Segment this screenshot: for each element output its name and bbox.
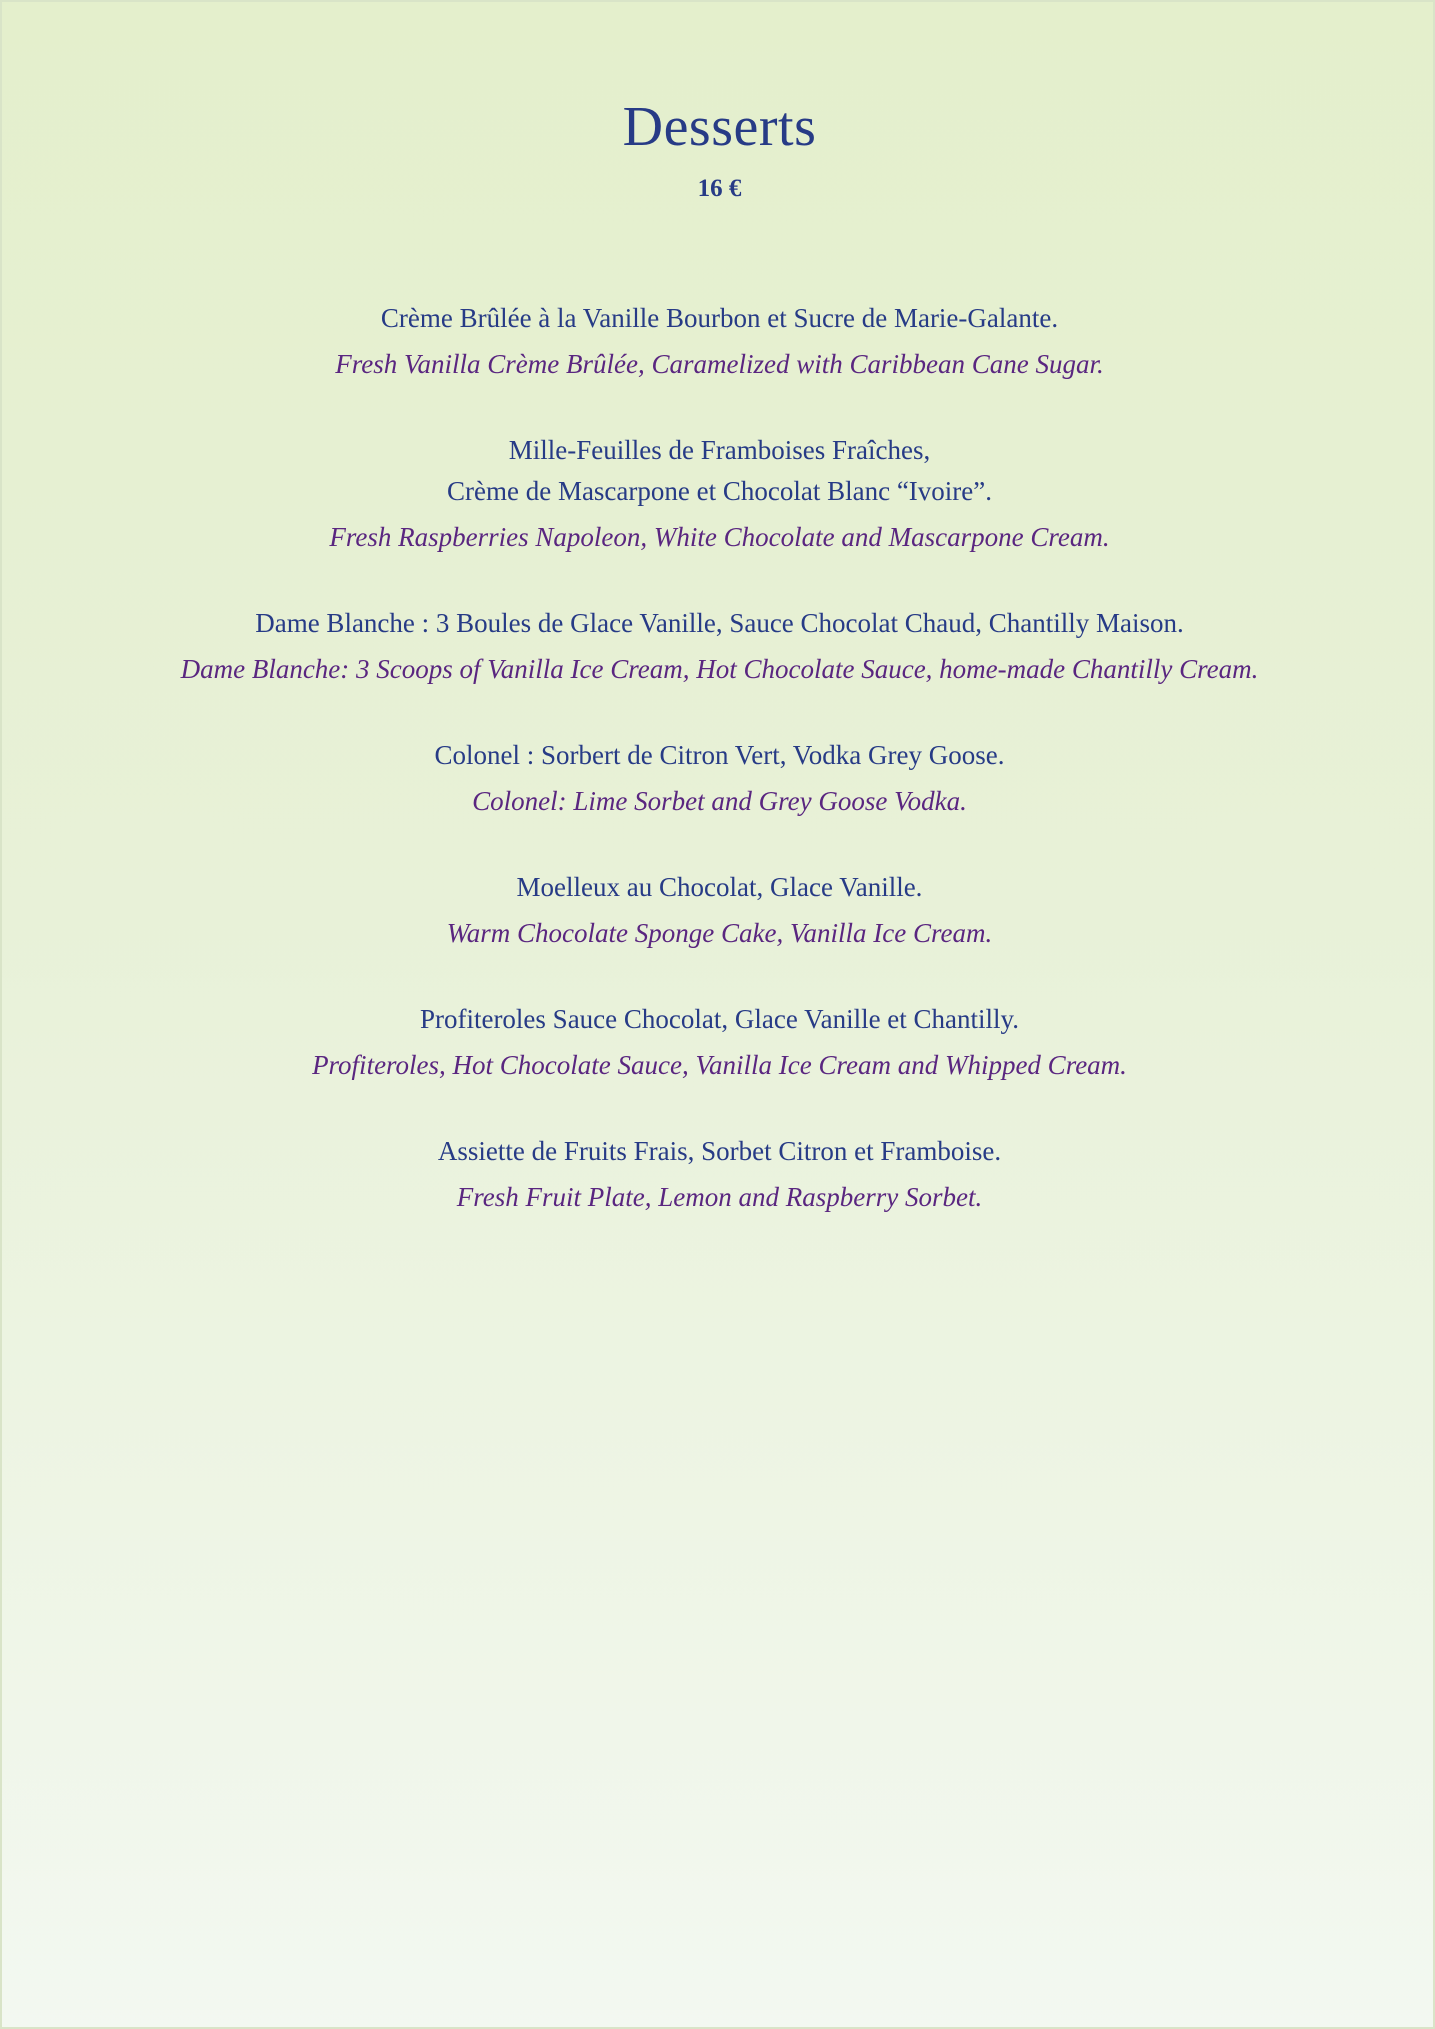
dessert-item [2, 735, 1435, 818]
dessert-item [2, 1131, 1435, 1214]
page-title: Desserts [622, 96, 817, 158]
dessert-name-french-line-2: Crème de Mascarpone et Chocolat Blanc “Ivoire”. [446, 476, 993, 506]
dessert-item [2, 603, 1435, 686]
dessert-name-french: Mille-Feuilles de Framboises Fraîches, [508, 435, 931, 465]
menu-header [2, 94, 1435, 204]
dessert-name-english: Fresh Vanilla Crème Brûlée, Caramelized with Caribbean Cane Sugar. [335, 349, 1104, 379]
price-label: 16 € [697, 175, 742, 202]
dessert-name-french: Moelleux au Chocolat, Glace Vanille. [516, 872, 923, 902]
dessert-name-english: Warm Chocolate Sponge Cake, Vanilla Ice Cream. [446, 918, 993, 948]
dessert-item [2, 298, 1435, 381]
dessert-item [2, 999, 1435, 1082]
dessert-name-english: Fresh Fruit Plate, Lemon and Raspberry Sorbet. [456, 1182, 983, 1212]
dessert-name-french: Crème Brûlée à la Vanille Bourbon et Sucre de Marie-Galante. [380, 303, 1059, 333]
dessert-item [2, 430, 1435, 554]
dessert-name-english: Profiteroles, Hot Chocolate Sauce, Vanilla Ice Cream and Whipped Cream. [312, 1050, 1127, 1080]
dessert-name-english: Dame Blanche: 3 Scoops of Vanilla Ice Cream, Hot Chocolate Sauce, home-made Chantilly Cream. [180, 654, 1259, 684]
dessert-name-french: Assiette de Fruits Frais, Sorbet Citron et Framboise. [437, 1136, 1002, 1166]
dessert-name-french: Colonel : Sorbert de Citron Vert, Vodka Grey Goose. [434, 740, 1005, 770]
dessert-name-english: Fresh Raspberries Napoleon, White Chocolate and Mascarpone Cream. [329, 522, 1110, 552]
dessert-name-english: Colonel: Lime Sorbet and Grey Goose Vodka. [472, 786, 967, 816]
dessert-name-french: Profiteroles Sauce Chocolat, Glace Vanille et Chantilly. [419, 1004, 1020, 1034]
dessert-name-french: Dame Blanche : 3 Boules de Glace Vanille, Sauce Chocolat Chaud, Chantilly Maison. [255, 608, 1184, 638]
dessert-item [2, 867, 1435, 950]
dessert-list [2, 298, 1435, 1263]
